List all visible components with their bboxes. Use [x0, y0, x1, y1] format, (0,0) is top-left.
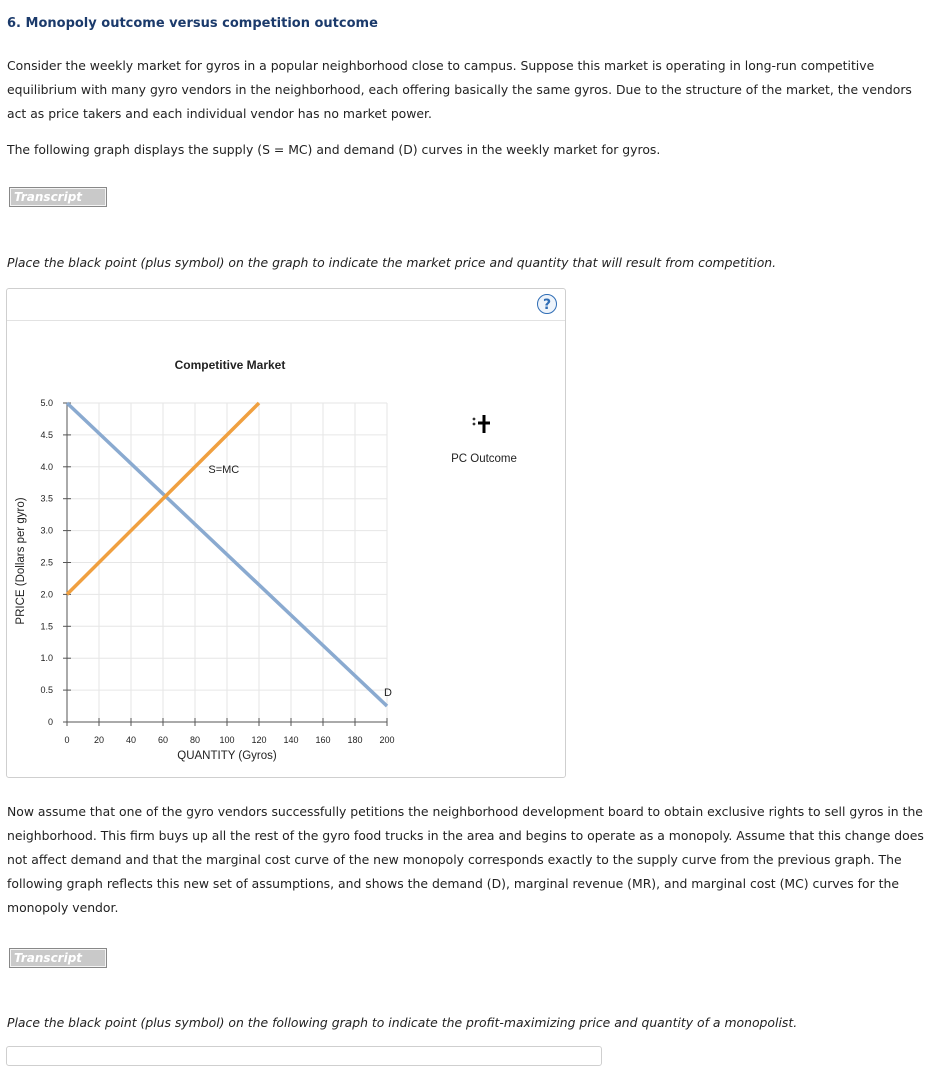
x-tick-label: 120 — [251, 735, 267, 745]
y-tick-label: 0 — [47, 717, 53, 727]
x-axis-label: QUANTITY (Gyros) — [177, 750, 277, 762]
x-tick-label: 160 — [315, 735, 331, 745]
x-tick-label: 80 — [189, 735, 201, 745]
x-tick-label: 40 — [125, 735, 137, 745]
x-tick-label: 0 — [64, 735, 70, 745]
pc-outcome-label[interactable]: PC Outcome — [451, 453, 517, 465]
pc-outcome-tool[interactable] — [451, 415, 517, 465]
y-tick-label: 5.0 — [40, 398, 53, 408]
y-tick-label: 3.0 — [40, 525, 53, 536]
transcript-button-label: Transcript — [11, 189, 105, 205]
axes — [40, 398, 394, 745]
x-tick-label: 60 — [157, 735, 169, 745]
x-tick-label: 200 — [379, 735, 395, 745]
intro-paragraph: Consider the weekly market for gyros in a popular neighborhood close to campus. Suppose this market is operating in long-run competitive equilibrium with many gyro vendors in the neighborhood, each offering basically the same gyros. Due to the structure of the market, the vendors act as price takers and each individual vendor has no market power. — [7, 58, 912, 121]
y-tick-label: 1.5 — [40, 621, 53, 632]
x-tick-label: 100 — [219, 735, 235, 745]
chart-title: Competitive Market — [174, 358, 286, 372]
instruction-competitive: Place the black point (plus symbol) on the graph to indicate the market price and quantity that will result from competition. — [7, 255, 777, 270]
instruction-monopoly: Place the black point (plus symbol) on the following graph to indicate the profit-maximizing price and quantity of a monopolist. — [7, 1015, 798, 1030]
y-tick-label: 4.0 — [40, 461, 53, 472]
transcript-button-label: Transcript — [11, 950, 105, 966]
plus-icon[interactable] — [473, 415, 490, 433]
graph-panel — [6, 288, 566, 778]
monopoly-paragraph: Now assume that one of the gyro vendors successfully petitions the neighborhood development board to obtain exclusive rights to sell gyros in the neighborhood. This firm buys up all the rest of the gyro food trucks in the area and begins to operate as a monopoly. Assume that this change does not affect demand and that the marginal cost curve of the new monopoly corresponds exactly to the supply curve from the previous graph. The following graph reflects this new set of assumptions, and shows the demand (D), marginal revenue (MR), and marginal cost (MC) curves for the monopoly vendor. — [7, 804, 924, 915]
graph-panel-2 — [6, 1046, 602, 1066]
y-tick-label: 2.0 — [40, 589, 53, 600]
x-tick-label: 180 — [347, 735, 363, 745]
question-title: 6. Monopoly outcome versus competition outcome — [7, 16, 378, 31]
d-curve-label: D — [384, 687, 392, 700]
x-tick-label: 140 — [283, 735, 299, 745]
help-icon[interactable]: ? — [537, 294, 557, 314]
transcript-button[interactable] — [9, 187, 107, 207]
graph-description: The following graph displays the supply (S = MC) and demand (D) curves in the weekly market for gyros. — [7, 142, 661, 157]
y-tick-label: 3.5 — [40, 493, 53, 504]
s-mc-curve-label: S=MC — [208, 464, 240, 477]
transcript-button-2[interactable] — [9, 948, 107, 968]
y-tick-label: 2.5 — [40, 557, 53, 568]
series — [67, 403, 392, 706]
x-tick-label: 20 — [93, 735, 105, 745]
y-tick-label: 1.0 — [40, 653, 53, 664]
y-tick-label: 4.5 — [40, 429, 53, 440]
y-axis-label: PRICE (Dollars per gyro) — [15, 497, 27, 625]
competitive-market-chart[interactable] — [7, 289, 565, 777]
y-tick-label: 0.5 — [40, 685, 53, 696]
